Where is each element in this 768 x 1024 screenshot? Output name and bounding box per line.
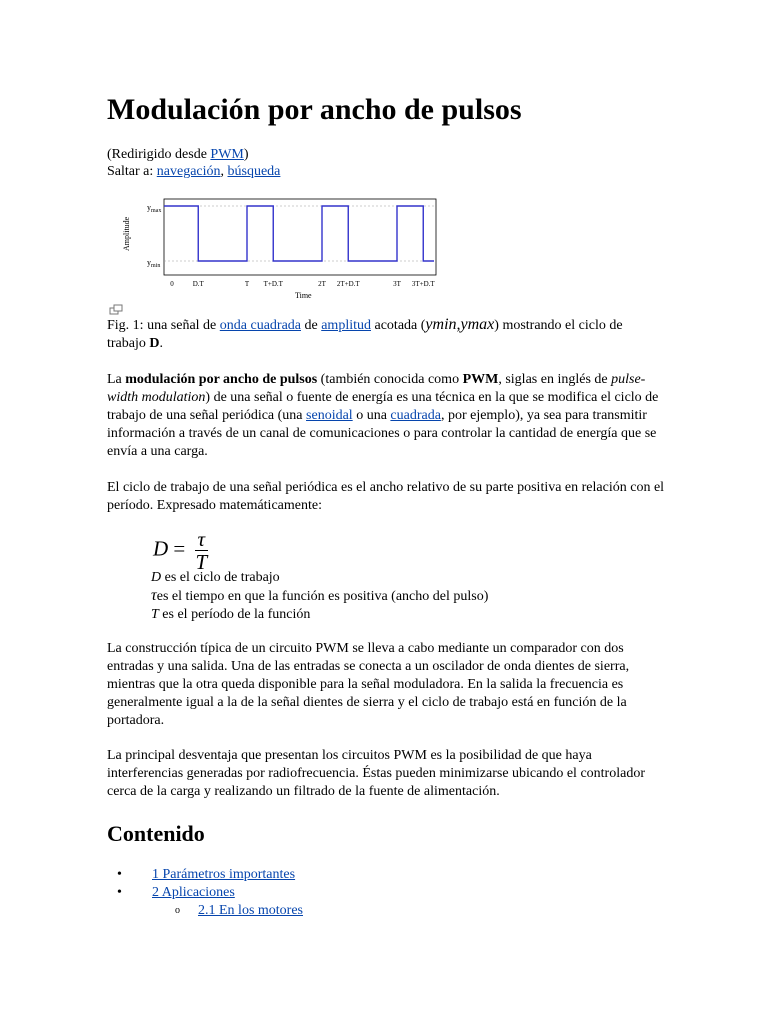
caption-math: ymin,ymax xyxy=(425,316,495,333)
figure-ylabel: Amplitude xyxy=(122,216,131,251)
duty-cycle-paragraph: El ciclo de trabajo de una señal periódica es el ancho relativo de su parte positiva en relación con el período. Expresado matemáticamente: xyxy=(107,480,665,513)
toc-link-motores[interactable]: 2.1 En los motores xyxy=(198,903,303,918)
toc-link-aplicaciones[interactable]: 2 Aplicaciones xyxy=(152,885,235,900)
definition-tau: τes el tiempo en que la función es positiva (ancho del pulso) xyxy=(151,587,489,604)
formula-definitions xyxy=(151,569,488,624)
link-onda-cuadrada[interactable]: onda cuadrada xyxy=(219,318,301,333)
x-tick-label: 2T+D.T xyxy=(336,280,360,288)
redirect-note: (Redirigido desde PWM) xyxy=(107,147,249,162)
definition-d: D es el ciclo de trabajo xyxy=(151,570,280,585)
disadvantage-paragraph: La principal desventaja que presentan los circuitos PWM es la posibilidad de que haya interferencias generadas por radiofrecuencia. Éstas pueden minimizarse ubicando el controlador cerca de la carga y realizando un filtrado de la fuente de alimentación. xyxy=(107,748,645,799)
circuit-paragraph: La construcción típica de un circuito PWM se lleva a cabo mediante un comparador con dos entradas y una salida. Una de las entradas se conecta a un oscilador de onda dientes de sierra, mientras que la otra queda disponible para la señal moduladora. En la salida la frecuencia es generalmente igual a la de la señal dientes de sierra y el ciclo de trabajo está en función de la portadora. xyxy=(107,641,630,728)
square-wave-signal xyxy=(164,206,434,261)
y-tick-max: $y_{max}$ xyxy=(147,203,162,214)
link-cuadrada[interactable]: cuadrada xyxy=(390,408,441,423)
x-tick-label: T+D.T xyxy=(263,280,283,288)
jump-links: Saltar a: navegación, búsqueda xyxy=(107,164,281,179)
x-tick-label: T xyxy=(244,280,250,288)
toc-item xyxy=(107,884,295,902)
x-tick-label: 3T+D.T xyxy=(411,280,435,288)
x-tick-label: 3T xyxy=(393,280,401,288)
x-tick-label: D.T xyxy=(192,280,204,288)
duty-cycle-formula: D = $\frac{\tau}{T}$ xyxy=(153,527,208,574)
x-tick-label: 2T xyxy=(318,280,326,288)
figure-xlabel: Time xyxy=(295,291,312,300)
x-tick-labels xyxy=(170,280,435,288)
toc-subitem xyxy=(107,902,303,920)
plot-frame xyxy=(164,199,436,275)
redirect-link-pwm[interactable]: PWM xyxy=(210,147,244,162)
link-senoidal[interactable]: senoidal xyxy=(306,408,353,423)
page-title: Modulación por ancho de pulsos xyxy=(107,93,522,126)
link-amplitud[interactable]: amplitud xyxy=(321,318,371,333)
toc-sublist xyxy=(107,902,303,920)
toc-heading: Contenido xyxy=(107,821,205,846)
intro-paragraph: La modulación por ancho de pulsos (también conocida como PWM, siglas en inglés de pulse-width modulation) de una señal o fuente de energía es una técnica en la que se modifica el ciclo de trabajo de una señal periódica (una senoidal o una cuadrada, por ejemplo), ya sea para transmitir información a través de un canal de comunicaciones o para controlar la cantidad de energía que se envía a una carga. xyxy=(107,372,659,459)
toc-list xyxy=(107,866,295,902)
pwm-figure xyxy=(115,197,437,303)
figure-caption: Fig. 1: una señal de onda cuadrada de amplitud acotada (ymin,ymax) mostrando el ciclo de trabajo D. xyxy=(107,316,623,351)
definition-t: T es el período de la función xyxy=(151,607,311,622)
toc-item xyxy=(107,866,295,884)
jump-navigation-link[interactable]: navegación xyxy=(156,164,221,179)
enlarge-icon[interactable] xyxy=(109,304,123,316)
toc-link-parametros[interactable]: 1 Parámetros importantes xyxy=(152,867,296,882)
jump-search-link[interactable]: búsqueda xyxy=(227,164,281,179)
x-tick-label: 0 xyxy=(170,280,174,288)
y-tick-min: $y_{min}$ xyxy=(147,258,161,269)
